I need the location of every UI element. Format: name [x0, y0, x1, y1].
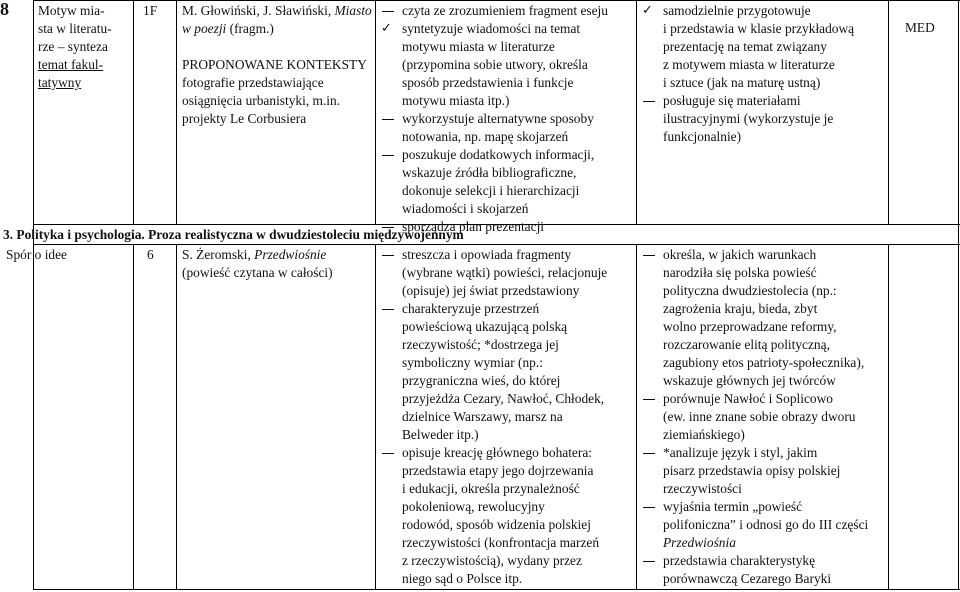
- column-line-5b: [636, 244, 637, 590]
- list-item-line: notowania, np. mapę skojarzeń: [402, 129, 569, 144]
- author-names: M. Głowiński, J. Sławiński,: [182, 3, 335, 18]
- table-border-bottom: [33, 589, 960, 590]
- list-item-line: wskazuje głównych jej twórców: [663, 373, 836, 388]
- column-line-2: [133, 0, 134, 225]
- list-item-line: wyjaśnia termin „powieść: [663, 499, 803, 514]
- list-item: [381, 146, 608, 218]
- topic-line: rze – synteza: [38, 39, 108, 54]
- row2-texts: [182, 246, 333, 282]
- list-item: [381, 2, 608, 20]
- list-item-line: poszukuje dodatkowych informacji,: [402, 147, 595, 162]
- list-item-line: zagrożenia kraju, bieda, zbyt: [663, 301, 818, 316]
- list-item-line: z motywem miasta w literaturze: [663, 57, 835, 72]
- list-item-line: streszcza i opowiada fragmenty: [402, 247, 572, 262]
- text-line: [182, 246, 333, 264]
- list-item-line: (wybrane wątki) powieści, relacjonuje: [402, 265, 608, 280]
- list-item: [642, 552, 868, 588]
- column-line-1: [33, 0, 34, 590]
- row1-extended: [642, 2, 854, 146]
- list-item: [642, 92, 854, 146]
- row1-texts: [182, 2, 372, 128]
- list-item: [381, 300, 607, 444]
- author-name: S. Żeromski,: [182, 247, 255, 262]
- list-item-line: rzeczywistości (konfrontacja marzeń: [402, 535, 600, 550]
- list-item-line: rozczarowanie elitą polityczną,: [663, 337, 830, 352]
- list-item: [381, 246, 607, 300]
- list-item-line: ziemiańskiego): [663, 427, 745, 442]
- page-number: 8: [0, 0, 9, 19]
- list-item-line: z rzeczywistością), wydany przez: [402, 553, 582, 568]
- list-item: [642, 444, 868, 498]
- row1-topic: [38, 2, 112, 92]
- proposed-line: osiągnięcia urbanistyki, m.in.: [182, 93, 341, 108]
- list-item-line: charakteryzuje przestrzeń: [402, 301, 540, 316]
- table-border-top: [33, 0, 960, 1]
- column-line-6b: [888, 244, 889, 590]
- row2-extended: [642, 246, 868, 588]
- list-item-line: ilustracyjnymi (wykorzystuje je: [663, 111, 834, 126]
- proposed-line: fotografie przedstawiające: [182, 75, 324, 90]
- row1-code: 1F: [143, 3, 158, 18]
- list-item-line: narodziła się polska powieść: [663, 265, 817, 280]
- list-item-line: określa, w jakich warunkach: [663, 247, 817, 262]
- list-item-line: (opisuje) jej świat przedstawiony: [402, 283, 580, 298]
- list-item-line: dokonuje selekcji i hierarchizacji: [402, 183, 580, 198]
- row2-goals: [381, 246, 607, 588]
- list-item-line: Przedwiośnia: [663, 535, 736, 550]
- proposed-line: projekty Le Corbusiera: [182, 111, 307, 126]
- list-item-line: wykorzystuje alternatywne sposoby: [402, 111, 594, 126]
- column-line-7: [958, 0, 959, 590]
- row1-goals: [381, 2, 608, 236]
- list-item-line: czyta ze zrozumieniem fragment eseju: [402, 3, 608, 18]
- list-item-line: (ew. inne znane sobie obrazy dworu: [663, 409, 856, 424]
- list-item: [381, 444, 607, 588]
- list-item: [642, 390, 868, 444]
- list-item-line: symboliczny wymiar (np.:: [402, 355, 543, 370]
- checkmark-icon: ✓: [381, 21, 392, 36]
- list-item-line: i edukacji, określa przynależność: [402, 481, 580, 496]
- list-item-line: prezentację na temat związany: [663, 39, 827, 54]
- proposed-contexts-title: PROPONOWANE KONTEKSTY: [182, 57, 367, 72]
- list-item-line: i sztuce (jak na maturę ustną): [663, 75, 821, 90]
- list-item-line: rodowód, sposób widzenia polskiej: [402, 517, 591, 532]
- list-item-line: syntetyzuje wiadomości na temat: [402, 21, 581, 36]
- section-divider-bottom: [33, 244, 960, 245]
- column-line-3: [176, 0, 177, 225]
- list-item: [642, 498, 868, 552]
- topic-line: temat fakul-: [38, 57, 104, 72]
- column-line-5: [636, 0, 637, 225]
- column-line-3b: [176, 244, 177, 590]
- list-item-line: zagubiony etos patrioty-społecznika),: [663, 355, 865, 370]
- column-line-4: [375, 0, 376, 225]
- list-item-line: przedstawia etapy jego dojrzewania: [402, 463, 594, 478]
- topic-line: sta w literatu-: [38, 21, 112, 36]
- list-item-line: wiadomości i skojarzeń: [402, 201, 529, 216]
- fragment-note: (fragm.): [226, 21, 274, 36]
- list-item-line: powieściową ukazującą polską: [402, 319, 568, 334]
- list-item-line: rzeczywistość; *dostrzega jej: [402, 337, 559, 352]
- list-item-line: posługuje się materiałami: [663, 93, 801, 108]
- topic-line: tatywny: [38, 75, 82, 90]
- row2-topic: Spór o idee: [6, 247, 67, 262]
- list-item-line: i przedstawia w klasie przykładową: [663, 21, 855, 36]
- list-item-line: porównuje Nawłoć i Soplicowo: [663, 391, 833, 406]
- checkmark-icon: ✓: [642, 3, 653, 18]
- reading-note: (powieść czytana w całości): [182, 265, 333, 280]
- list-item-line: pokoleniową, rewolucyjny: [402, 499, 545, 514]
- work-title: Przedwiośnie: [254, 247, 327, 262]
- list-item-line: motywu miasta itp.): [402, 93, 510, 108]
- row2-hours: 6: [147, 247, 154, 262]
- list-item-line: wolno przeprowadzane reformy,: [663, 319, 837, 334]
- row1-media: MED: [905, 20, 935, 35]
- list-item-line: opisuje kreację głównego bohatera:: [402, 445, 592, 460]
- list-item-line: sporządza plan prezentacji: [402, 219, 545, 234]
- list-item-line: *analizuje język i styl, jakim: [663, 445, 818, 460]
- list-item-line: porównawczą Cezarego Baryki: [663, 571, 832, 586]
- column-line-4b: [375, 244, 376, 590]
- list-item-line: samodzielnie przygotowuje: [663, 3, 811, 18]
- list-item-line: (przypomina sobie utwory, określa: [402, 57, 588, 72]
- list-item-line: polityczna dwudziestolecia (np.:: [663, 283, 837, 298]
- list-item-line: funkcjonalnie): [663, 129, 742, 144]
- list-item-line: pisarz przedstawia opisy polskiej: [663, 463, 841, 478]
- list-item-line: przyjeżdża Cezary, Nawłoć, Chłodek,: [402, 391, 605, 406]
- list-item-line: przedstawia charakterystykę: [663, 553, 816, 568]
- list-item: [642, 246, 868, 390]
- work-title: Miasto: [334, 3, 372, 18]
- list-item-line: wskazuje źródła bibliograficzne,: [402, 165, 577, 180]
- list-item-line: Belweder itp.): [402, 427, 479, 442]
- text-line: [182, 20, 372, 38]
- list-item: [381, 20, 608, 110]
- list-item-line: dzielnice Warszawy, marsz na: [402, 409, 563, 424]
- list-item-line: rzeczywistości: [663, 481, 742, 496]
- section-title: 3. Polityka i psychologia. Proza realistyczna w dwudziestoleciu międzywojennym: [3, 227, 464, 242]
- list-item: [381, 110, 608, 146]
- list-item-line: motywu miasta w literaturze: [402, 39, 555, 54]
- column-line-6: [888, 0, 889, 225]
- column-line-2b: [133, 244, 134, 590]
- work-title-cont: w poezji: [182, 21, 227, 36]
- list-item-line: polifoniczna” i odnosi go do III części: [663, 517, 869, 532]
- list-item-line: przygraniczna wieś, do której: [402, 373, 561, 388]
- list-item: [642, 2, 854, 92]
- topic-line: Motyw mia-: [38, 3, 105, 18]
- text-line: [182, 2, 372, 20]
- list-item-line: sposób przedstawienia i funkcje: [402, 75, 574, 90]
- list-item-line: niego sąd o Polsce itp.: [402, 571, 523, 586]
